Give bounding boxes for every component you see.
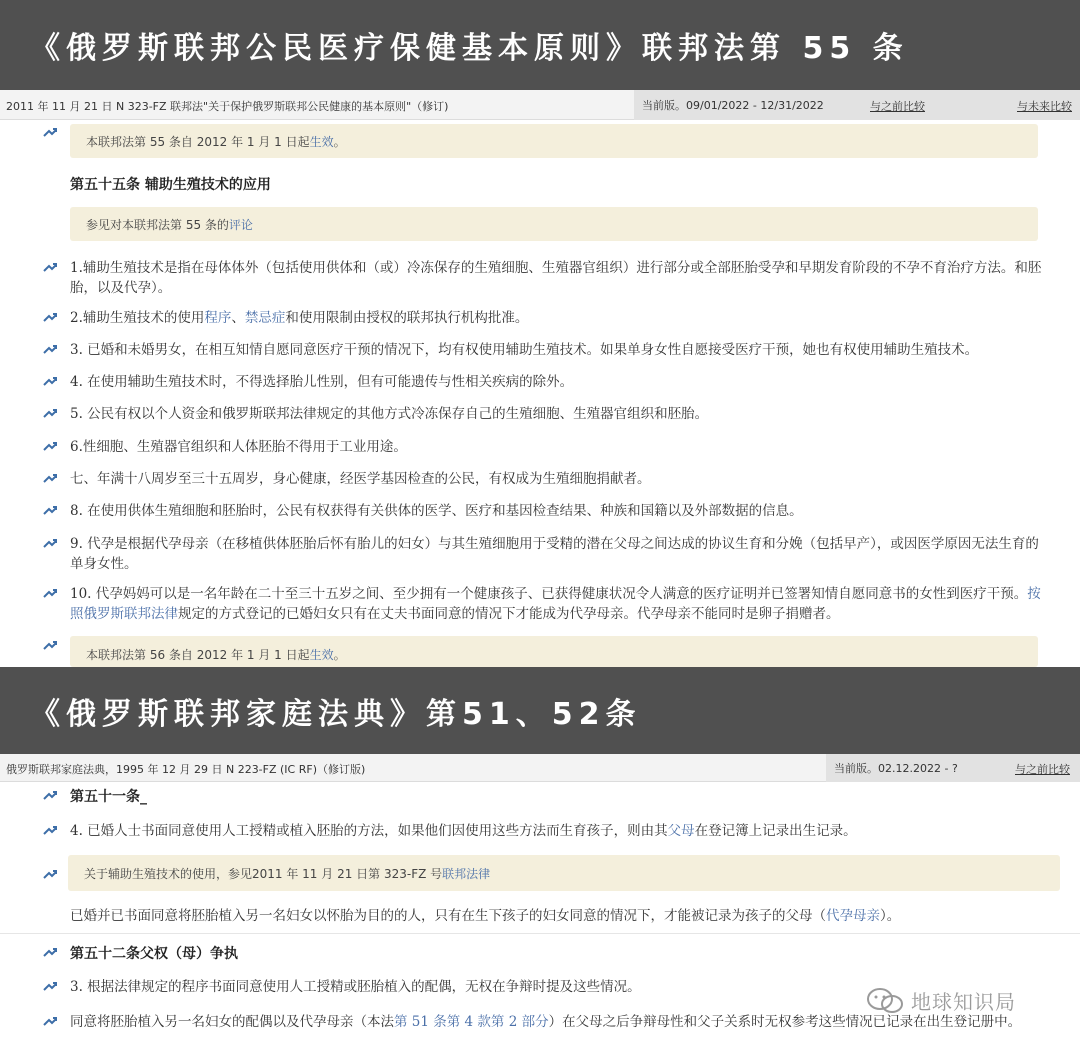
paragraph-anchor-icon[interactable] [43, 128, 57, 138]
note-text: 参见对本联邦法第 55 条的 [86, 217, 229, 232]
wechat-icon [865, 987, 905, 1015]
item-text-end: ）。 [880, 908, 901, 924]
article-55-item-7: 七、年满十八周岁至三十五周岁，身心健康，经医学基因检查的公民，有权成为生殖细胞捐献者。 [70, 471, 651, 487]
document-header-bar [0, 754, 1080, 782]
commentary-link[interactable]: 评论 [228, 217, 253, 232]
item-text: 同意将胚胎植入另一名妇女的配偶以及代孕母亲（本法 [70, 1014, 394, 1030]
procedure-link[interactable]: 程序 [204, 310, 232, 326]
family-code-title: 《俄罗斯联邦家庭法典》第51、52条 [30, 696, 642, 732]
federal-law-link[interactable]: 联邦法律 [442, 866, 491, 881]
article-56-effective-note [70, 636, 1038, 667]
section-divider [0, 933, 1080, 934]
paragraph-anchor-icon[interactable] [43, 826, 57, 836]
article-55-item-8: 8. 在使用供体生殖细胞和胚胎时，公民有权获得有关供体的医学、医疗和基因检查结果、种族和国籍以及外部数据的信息。 [70, 503, 803, 519]
paragraph-anchor-icon[interactable] [43, 1017, 57, 1027]
item-text: 4. 已婚人士书面同意使用人工授精或植入胚胎的方法，如果他们因使用这些方法而生育孩子，则由其 [70, 823, 668, 839]
contraindications-link[interactable]: 禁忌症 [244, 310, 286, 326]
watermark [865, 986, 1016, 1015]
article-55-item-9: 9. 代孕是根据代孕母亲（在移植供体胚胎后怀有胎儿的妇女）与其生殖细胞用于受精的潜在父母之间达成的协议生育和分娩（包括早产），或因医学原因无法生育的单身女性。 [70, 536, 1039, 572]
note-suffix: 。 [333, 648, 346, 662]
article-51-link[interactable]: 第 51 条第 4 款第 2 部分 [394, 1014, 549, 1030]
paragraph-anchor-icon[interactable] [43, 589, 57, 599]
paragraph-anchor-icon[interactable] [43, 539, 57, 549]
effective-link[interactable]: 生效 [309, 648, 334, 662]
note-text: 关于辅助生殖技术的使用，参见2011 年 11 月 21 日第 323-FZ 号 [84, 866, 443, 881]
item-text-end: 规定的方式登记的已婚妇女只有在丈夫书面同意的情况下才能成为代孕母亲。代孕母亲不能同时是卵子捐赠者。 [178, 606, 840, 622]
item-text: 已婚并已书面同意将胚胎植入另一名妇女以怀胎为目的的人，只有在生下孩子的妇女同意的情况下，才能被记录为孩子的父母（ [70, 908, 826, 924]
item-text: 2.辅助生殖技术的使用 [70, 310, 205, 326]
paragraph-anchor-icon[interactable] [43, 948, 57, 958]
article-51-paragraph [70, 906, 1045, 926]
article-55-item-5: 5. 公民有权以个人资金和俄罗斯联邦法律规定的其他方式冷冻保存自己的生殖细胞、生殖器官组织和胚胎。 [70, 406, 709, 422]
paragraph-anchor-icon[interactable] [43, 263, 57, 273]
article-51-item-4 [70, 821, 1045, 841]
paragraph-anchor-icon[interactable] [43, 506, 57, 516]
note-suffix: 。 [333, 134, 346, 149]
article-52-heading: 第五十二条父权（母）争执 [70, 946, 238, 962]
effective-date-note [70, 124, 1038, 158]
russian-law-link[interactable]: 按照俄罗斯联邦法律 [70, 586, 1041, 622]
compare-previous-link[interactable]: 与之前比较 [870, 100, 925, 113]
paragraph-anchor-icon[interactable] [43, 870, 57, 880]
note-text: 本联邦法第 55 条自 2012 年 1 月 1 日起 [86, 134, 310, 149]
paragraph-anchor-icon[interactable] [43, 442, 57, 452]
item-text-end: 和使用限制由授权的联邦执行机构批准。 [285, 310, 529, 326]
document-description: 2011 年 11 月 21 日 N 323-FZ 联邦法"关于保护俄罗斯联邦公民健康的基本原则"（修订) [6, 100, 449, 113]
current-version-label: 当前版。09/01/2022 - 12/31/2022 [642, 99, 824, 112]
article-55-item-4: 4. 在使用辅助生殖技术时，不得选择胎儿性别，但有可能遗传与性相关疾病的除外。 [70, 374, 574, 390]
paragraph-anchor-icon[interactable] [43, 377, 57, 387]
effective-link[interactable]: 生效 [309, 134, 334, 149]
commentary-note [70, 207, 1038, 241]
item-text: 10. 代孕妈妈可以是一名年龄在二十至三十五岁之间、至少拥有一个健康孩子、已获得健康状况令人满意的医疗证明并已签署知情自愿同意书的女性到医疗干预。 [70, 586, 1028, 602]
art-reference-note [68, 855, 1060, 891]
article-52-item-3: 3. 根据法律规定的程序书面同意使用人工授精或胚胎植入的配偶，无权在争辩时提及这些情况。 [70, 979, 641, 995]
article-55-item-10 [70, 584, 1045, 624]
article-55-item-2 [70, 308, 1045, 328]
paragraph-anchor-icon[interactable] [43, 982, 57, 992]
article-55-item-6: 6.性细胞、生殖器官组织和人体胚胎不得用于工业用途。 [70, 439, 407, 455]
item-separator: 、 [231, 310, 245, 326]
paragraph-anchor-icon[interactable] [43, 641, 57, 651]
article-52-last-paragraph [70, 1012, 1060, 1032]
paragraph-anchor-icon[interactable] [43, 345, 57, 355]
article-55-item-3: 3. 已婚和未婚男女，在相互知情自愿同意医疗干预的情况下，均有权使用辅助生殖技术。如果单身女性自愿接受医疗干预，她也有权使用辅助生殖技术。 [70, 342, 979, 358]
current-version-label: 当前版。02.12.2022 - ? [834, 762, 958, 775]
parents-link[interactable]: 父母 [667, 823, 695, 839]
paragraph-anchor-icon[interactable] [43, 474, 57, 484]
document-description: 俄罗斯联邦家庭法典，1995 年 12 月 29 日 N 223-FZ (IC RF)（修订版) [6, 763, 366, 776]
article-51-heading: 第五十一条_ [70, 789, 147, 805]
paragraph-anchor-icon[interactable] [43, 409, 57, 419]
document-header-bar [0, 90, 1080, 120]
item-text-end: 在登记簿上记录出生记录。 [694, 823, 857, 839]
surrogate-mother-link[interactable]: 代孕母亲 [826, 908, 880, 924]
item-text-end: ）在父母之后争辩母性和父子关系时无权参考这些情况已记录在出生登记册中。 [548, 1014, 1022, 1030]
compare-future-link[interactable]: 与未来比较 [1017, 100, 1072, 113]
note-text: 本联邦法第 56 条自 2012 年 1 月 1 日起 [86, 648, 310, 662]
top-title: 《俄罗斯联邦公民医疗保健基本原则》联邦法第 55 条 [30, 31, 909, 66]
version-panel [634, 90, 1080, 120]
paragraph-anchor-icon[interactable] [43, 791, 57, 801]
paragraph-anchor-icon[interactable] [43, 313, 57, 323]
compare-previous-link[interactable]: 与之前比较 [1015, 763, 1070, 776]
family-code-title-banner [0, 667, 1080, 754]
article-55-heading: 第五十五条 辅助生殖技术的应用 [70, 177, 271, 193]
watermark-text: 地球知识局 [911, 990, 1016, 1014]
top-title-banner [0, 0, 1080, 90]
article-55-item-1: 1.辅助生殖技术是指在母体体外（包括使用供体和（或）冷冻保存的生殖细胞、生殖器官组织）进行部分或全部胚胎受孕和早期发育阶段的不孕不育治疗方法。和胚胎，以及代孕）。 [70, 260, 1042, 296]
